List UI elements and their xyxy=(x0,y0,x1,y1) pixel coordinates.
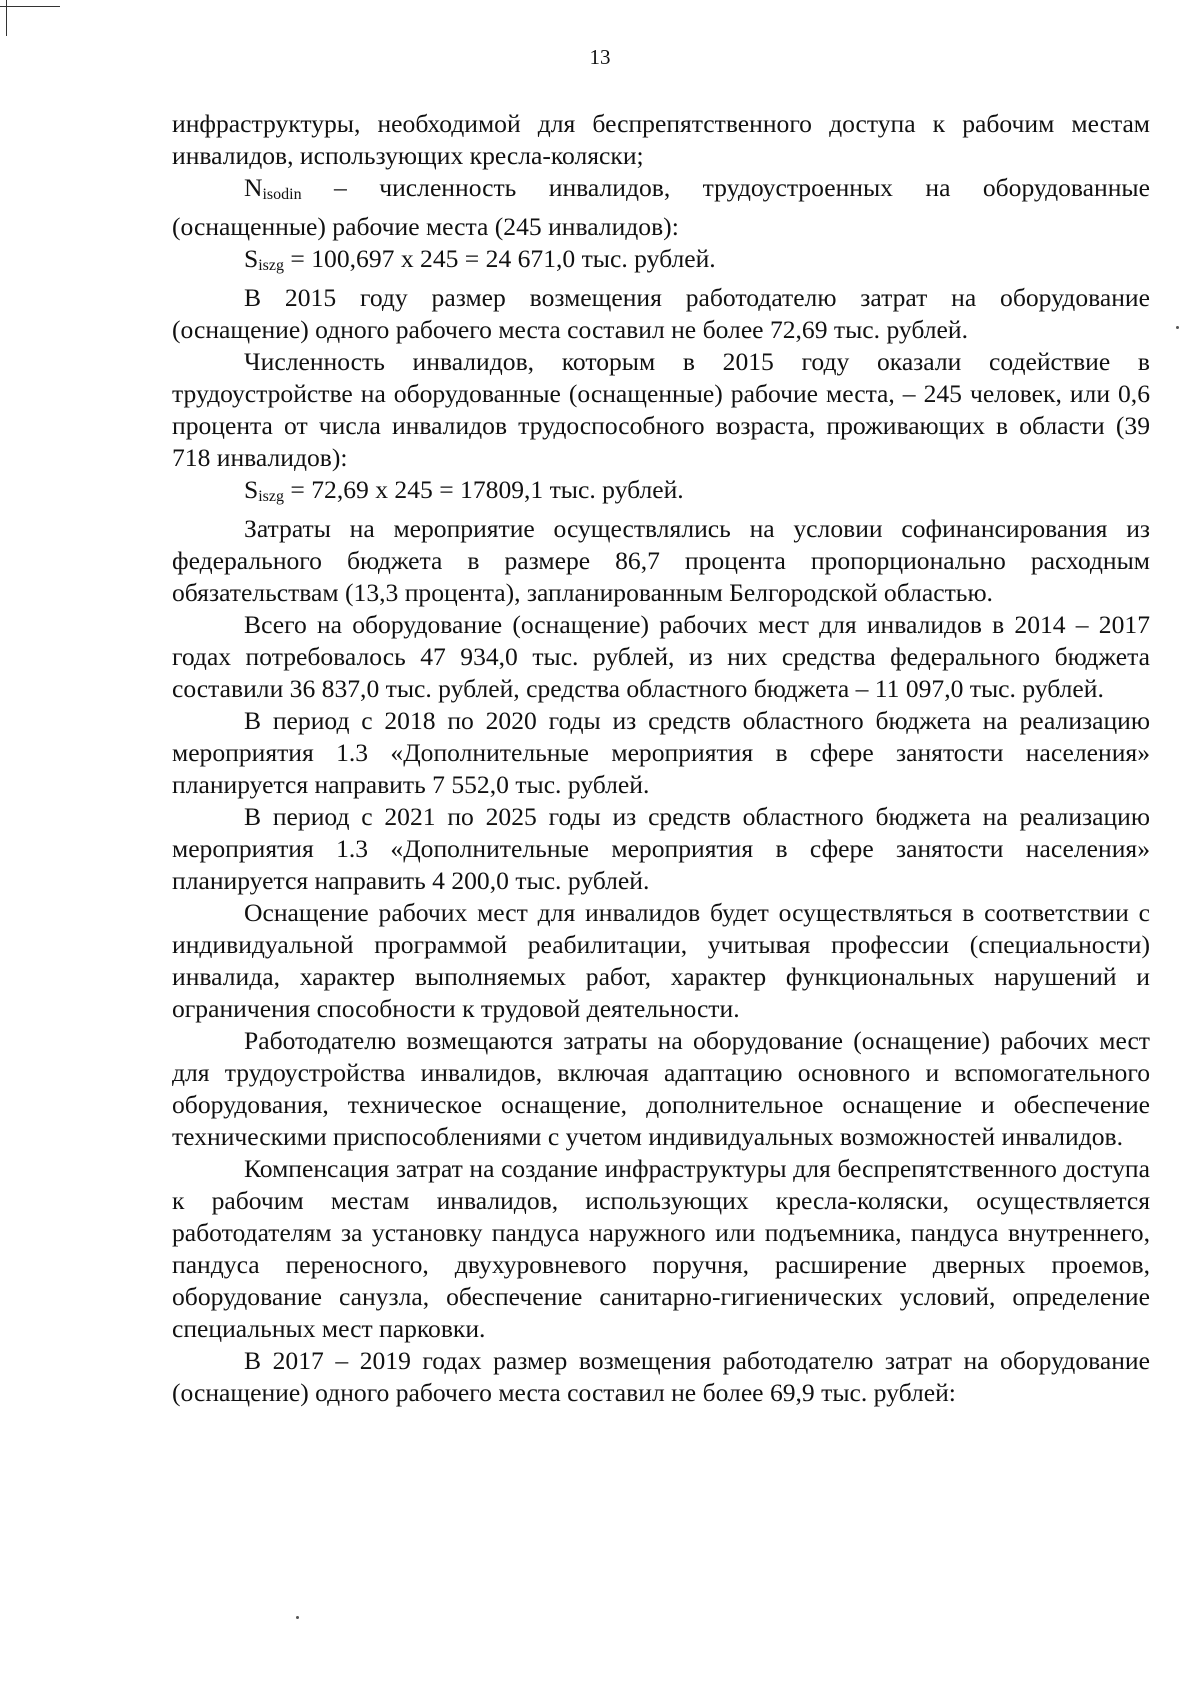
n-subscript: isodin xyxy=(262,186,302,203)
paragraph-2021-2025: В период с 2021 по 2025 годы из средств областного бюджета на реализацию мероприятия 1.3 «Дополнительные мероприятия в сфере занятости населения» планируется направить 4 200,0 тыс. рублей. xyxy=(172,802,1150,895)
formula-symbol: S xyxy=(244,244,259,273)
paragraph-n-definition xyxy=(172,172,1150,243)
corner-line-vertical xyxy=(6,0,7,36)
document-body xyxy=(172,108,1150,1409)
formula-subscript: iszg xyxy=(258,488,285,505)
formula-expression: = 72,69 x 245 = 17809,1 тыс. рублей. xyxy=(284,475,684,504)
page-number: 13 xyxy=(589,45,611,69)
n-symbol: N xyxy=(244,173,263,202)
paragraph-cofinancing: Затраты на мероприятие осуществлялись на условии софинансирования из федерального бюджета в размере 86,7 процента пропорционально расходным обязательствам (13,3 процента), запланированным Белгородской областью. xyxy=(172,514,1150,607)
paragraph-2018-2020: В период с 2018 по 2020 годы из средств областного бюджета на реализацию мероприятия 1.3 «Дополнительные мероприятия в сфере занятости населения» планируется направить 7 552,0 тыс. рублей. xyxy=(172,706,1150,799)
paragraph-total-2014-2017: Всего на оборудование (оснащение) рабочих мест для инвалидов в 2014 – 2017 годах потребовалось 47 934,0 тыс. рублей, из них средства федерального бюджета составили 36 837,0 тыс. рублей, средства областного бюджета – 11 097,0 тыс. рублей. xyxy=(172,610,1150,703)
scan-speck xyxy=(296,1616,299,1619)
formula-siszg-2 xyxy=(172,474,1150,513)
paragraph-infrastructure-compensation: Компенсация затрат на создание инфраструктуры для беспрепятственного доступа к рабочим местам инвалидов, использующих кресла-коляски, осуществляется работодателям за установку пандуса наружного или подъемника, пандуса внутреннего, пандуса переносного, двухуровневого поручня, расширение дверных проемов, оборудование санузла, обеспечение санитарно-гигиенических условий, определение специальных мест парковки. xyxy=(172,1154,1150,1343)
scan-speck xyxy=(1176,326,1179,329)
paragraph-infrastructure-continuation: инфраструктуры, необходимой для беспрепятственного доступа к рабочим местам инвалидов, использующих кресла-коляски; xyxy=(172,109,1150,170)
formula-siszg-1 xyxy=(172,243,1150,282)
paragraph-employer-compensation: Работодателю возмещаются затраты на оборудование (оснащение) рабочих мест для трудоустройства инвалидов, включая адаптацию основного и вспомогательного оборудования, техническое оснащение, дополнительное оснащение и обеспечение техническими приспособлениями с учетом индивидуальных возможностей инвалидов. xyxy=(172,1026,1150,1151)
scan-corner-mark xyxy=(0,0,200,1705)
paragraph-2017-2019: В 2017 – 2019 годах размер возмещения работодателю затрат на оборудование (оснащение) одного рабочего места составил не более 69,9 тыс. рублей: xyxy=(172,1346,1150,1407)
paragraph-2015-count: Численность инвалидов, которым в 2015 году оказали содействие в трудоустройстве на оборудованные (оснащенные) рабочие места, – 245 человек, или 0,6 процента от числа инвалидов трудоспособного возраста, проживающих в области (39 718 инвалидов): xyxy=(172,347,1150,472)
formula-symbol: S xyxy=(244,475,259,504)
corner-line-horizontal xyxy=(0,6,60,7)
n-definition-text: – численность инвалидов, трудоустроенных на оборудованные (оснащенные) рабочие места (245 инвалидов): xyxy=(172,173,1150,241)
formula-subscript: iszg xyxy=(258,257,285,274)
paragraph-equipment: Оснащение рабочих мест для инвалидов будет осуществляться в соответствии с индивидуальной программой реабилитации, учитывая профессии (специальности) инвалида, характер выполняемых работ, характер функциональных нарушений и ограничения способности к трудовой деятельности. xyxy=(172,898,1150,1023)
formula-expression: = 100,697 x 245 = 24 671,0 тыс. рублей. xyxy=(284,244,716,273)
paragraph-2015-cost: В 2015 году размер возмещения работодателю затрат на оборудование (оснащение) одного рабочего места составил не более 72,69 тыс. рублей. xyxy=(172,283,1150,344)
